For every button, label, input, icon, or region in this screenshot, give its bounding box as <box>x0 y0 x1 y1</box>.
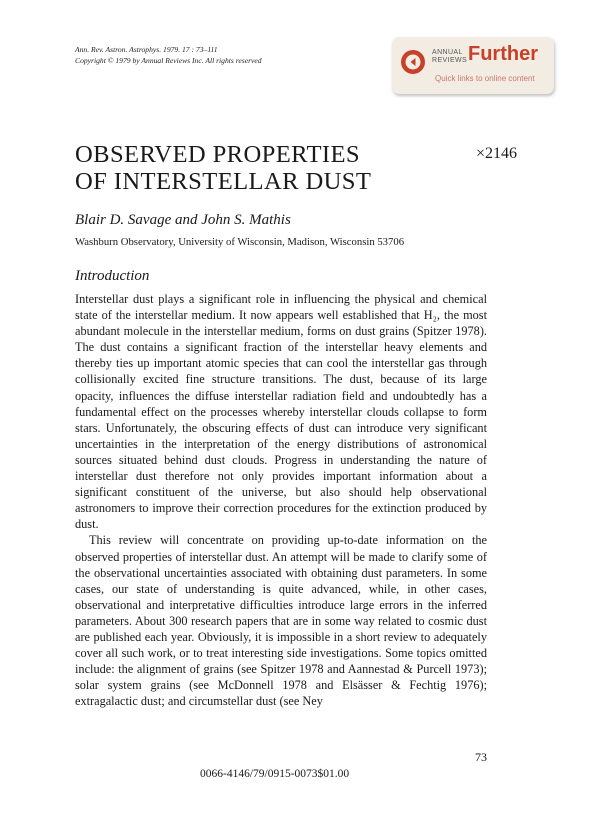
document-code: 0066-4146/79/0915-0073$01.00 <box>200 768 350 780</box>
copyright-notice: Copyright © 1979 by Annual Reviews Inc. All rights reserved <box>75 55 262 65</box>
journal-citation: Ann. Rev. Astron. Astrophys. 1979. 17 : 73–111 <box>75 45 218 54</box>
article-title <box>75 141 405 195</box>
article-body <box>75 291 487 709</box>
further-subtitle-link[interactable]: Quick links to online content <box>435 74 535 83</box>
section-heading: Introduction <box>75 268 150 284</box>
title-line-1: OBSERVED PROPERTIES <box>75 141 360 168</box>
further-logo-icon <box>400 49 426 75</box>
article-id-mark: ×2146 <box>476 145 518 162</box>
paragraph-1: Interstellar dust plays a significant role in influencing the physical and chemical state of the interstellar medium. It now appears well established that H₂, the most abundant molecule in the interstellar medium, forms on dust grains (Spitzer 1978). The dust contains a significant fraction of the interstellar heavy elements and thereby ties up important atomic species that can cool the interstellar gas through collisionally excited fine structure transitions. The dust, because of its large opacity, influences the diffuse interstellar radiation field and undoubtedly has a fundamental effect on the processes whereby interstellar clouds collapse to form stars. Unfortunately, the obscuring effects of dust can introduce very significant uncertainties in the interpretation of the energy distributions of astronomical sources situated behind dust clouds. Progress in understanding the nature of interstellar dust therefore not only provides important information about a significant constituent of the universe, but also should help observational astronomers to improve their correction procedures for the extinction produced by dust. <box>75 292 487 532</box>
annual-reviews-brand <box>432 49 467 65</box>
brand-line-annual: ANNUAL <box>432 49 463 56</box>
page-number: 73 <box>475 750 487 764</box>
further-label: Further <box>468 43 538 65</box>
paragraph-2: This review will concentrate on providing up-to-date information on the observed properties of interstellar dust. An attempt will be made to clarify some of the observational uncertainties associated with obtaining dust parameters. In some cases, our state of understanding is quite advanced, while, in other cases, observational and interpretative difficulties introduce large errors in the inferred parameters. About 300 research papers that are in some way related to cosmic dust are published each year. Obviously, it is impossible in a short review to adequately cover all such work, or to treat interesting side investigations. Some topics omitted include: the alignment of grains (see Spitzer 1978 and Aannestad & Purcell 1973); solar system grains (see McDonnell 1978 and Elsässer & Fechtig 1976); extragalactic dust; and circumstellar dust (see Ney <box>75 533 487 709</box>
brand-line-reviews: REVIEWS <box>432 57 468 64</box>
annual-reviews-further-badge[interactable] <box>392 37 554 94</box>
affiliation: Washburn Observatory, University of Wisconsin, Madison, Wisconsin 53706 <box>75 236 405 248</box>
journal-header <box>75 45 262 66</box>
title-line-2: OF INTERSTELLAR DUST <box>75 168 372 195</box>
authors: Blair D. Savage and John S. Mathis <box>75 212 291 228</box>
